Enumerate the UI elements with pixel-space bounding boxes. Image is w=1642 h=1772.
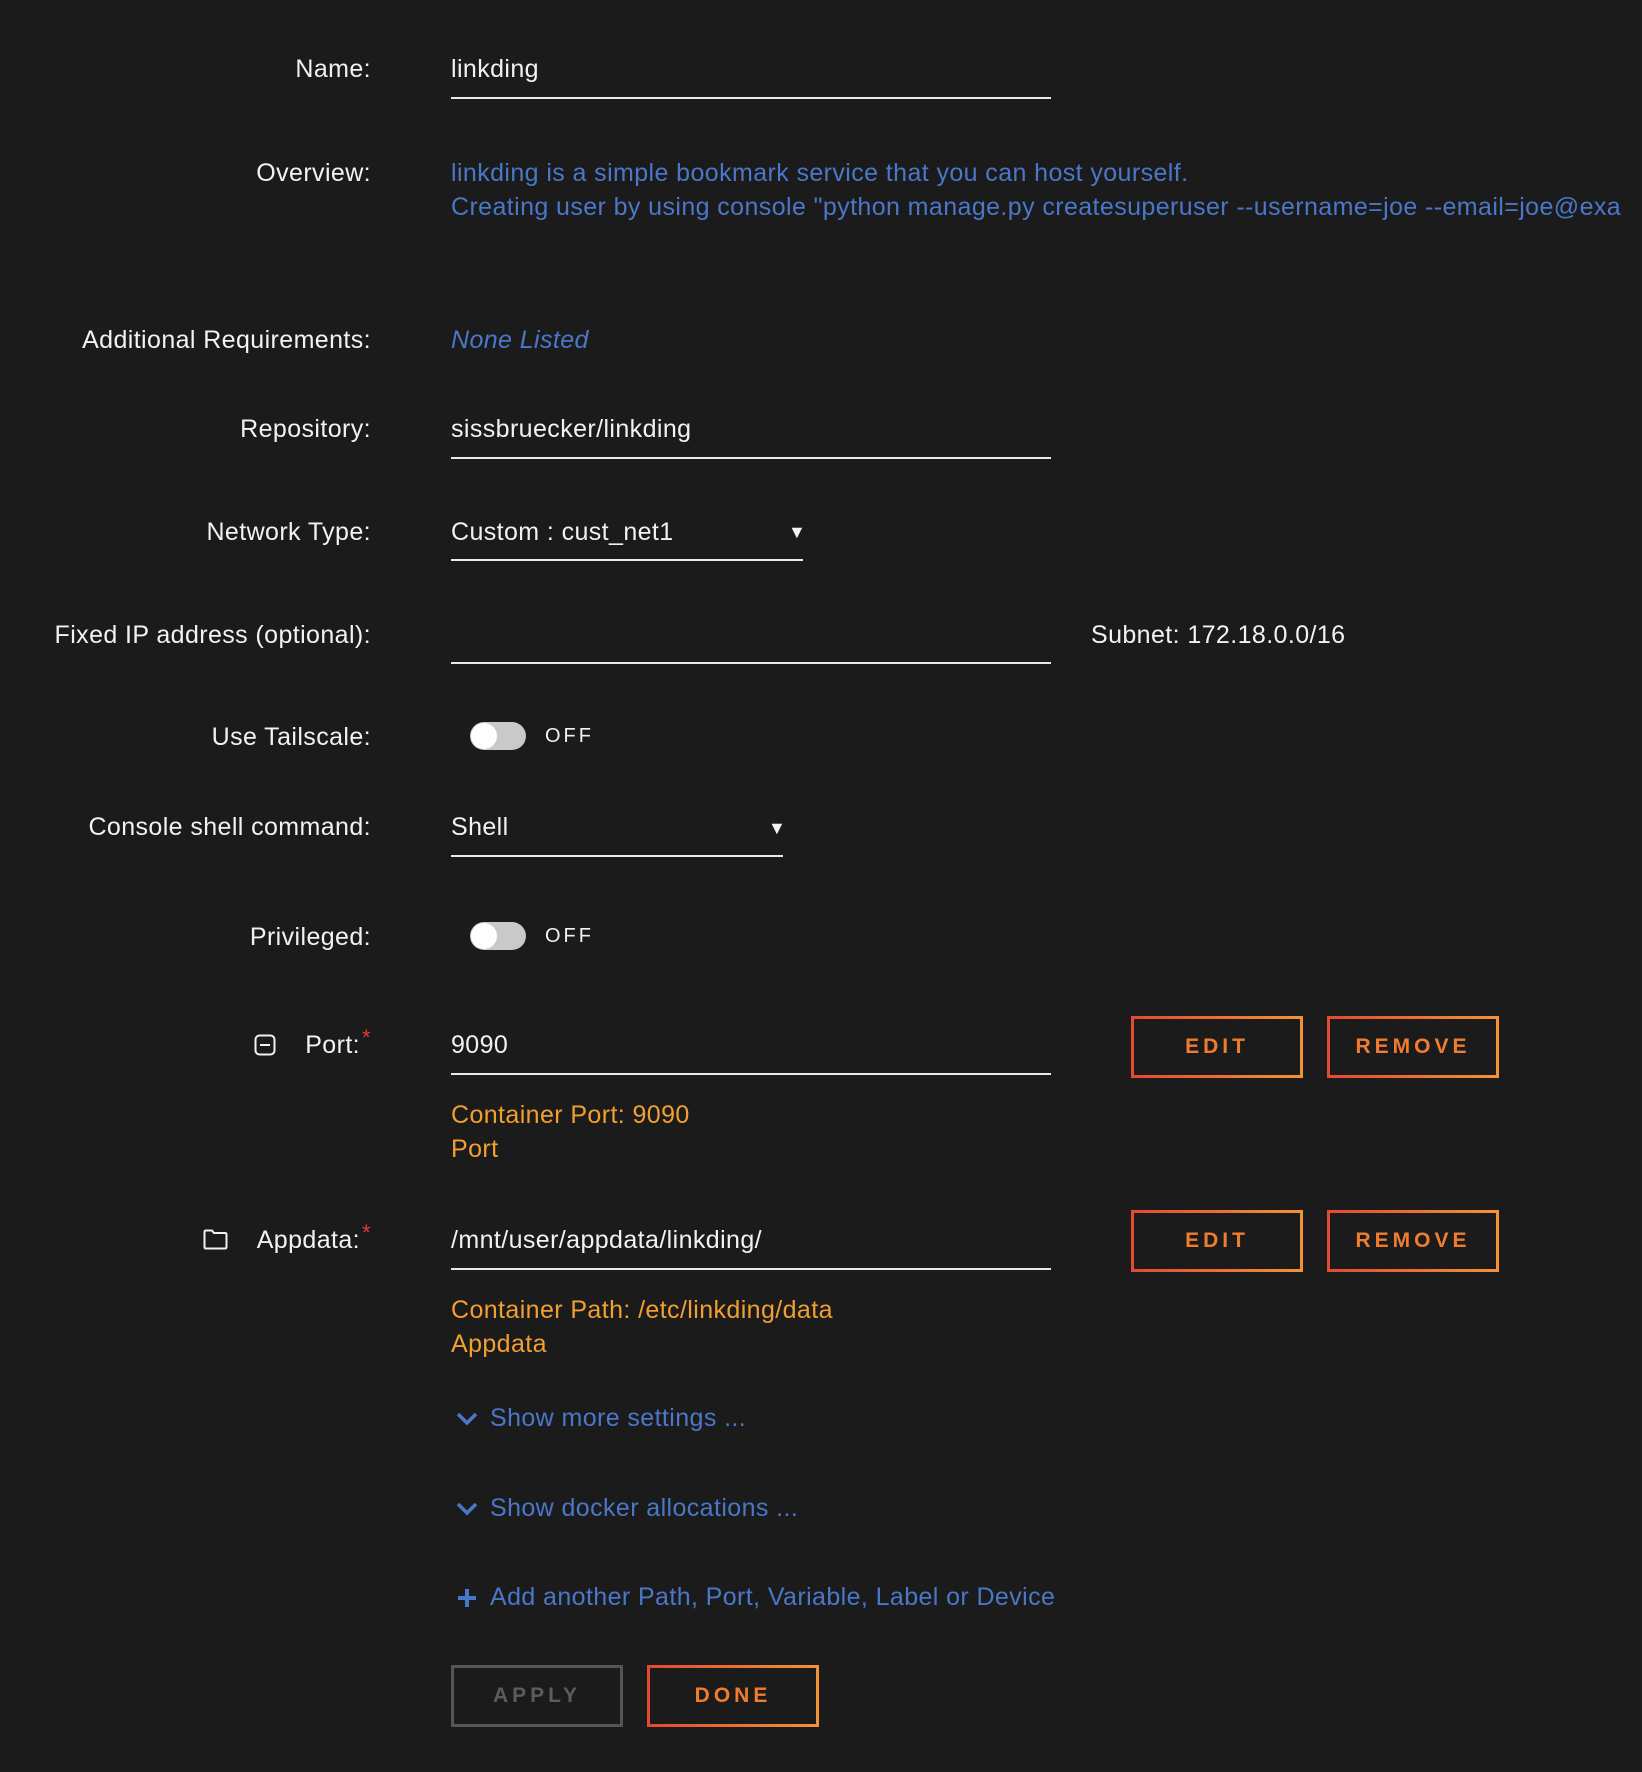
caret-down-icon[interactable]: ▼	[788, 522, 807, 542]
toggle-knob	[471, 723, 497, 749]
name-input-underline	[451, 97, 1051, 99]
show-docker-allocations-link[interactable]: Show docker allocations ...	[490, 1494, 799, 1522]
network-type-underline	[451, 559, 803, 561]
chevron-down-icon[interactable]	[455, 1411, 479, 1427]
chevron-down-icon[interactable]	[455, 1501, 479, 1517]
overview-line-2: Creating user by using console "python manage.py createsuperuser --username=joe --email=joe@exa	[451, 193, 1622, 221]
privileged-label: Privileged:	[249, 923, 371, 951]
repository-input-underline	[451, 457, 1051, 459]
tailscale-label: Use Tailscale:	[211, 723, 371, 751]
tailscale-state: OFF	[545, 725, 594, 747]
port-label: Port:	[305, 1031, 361, 1059]
port-required-mark: *	[362, 1025, 371, 1050]
port-description: Port	[451, 1135, 499, 1163]
privileged-state: OFF	[545, 925, 594, 947]
port-input[interactable]: 9090	[451, 1031, 509, 1059]
done-button[interactable]: DONE	[647, 1665, 819, 1727]
fixed-ip-label: Fixed IP address (optional):	[54, 621, 371, 649]
plus-icon[interactable]	[456, 1587, 478, 1609]
appdata-container-info: Container Path: /etc/linkding/data	[451, 1296, 833, 1324]
toggle-knob	[471, 923, 497, 949]
show-more-settings-link[interactable]: Show more settings ...	[490, 1404, 747, 1432]
overview-label: Overview:	[256, 159, 371, 187]
name-label: Name:	[295, 55, 371, 83]
appdata-remove-button[interactable]: REMOVE	[1327, 1210, 1499, 1272]
console-shell-underline	[451, 855, 783, 857]
appdata-required-mark: *	[362, 1220, 371, 1245]
privileged-toggle[interactable]	[470, 922, 526, 950]
overview-line-1: linkding is a simple bookmark service that you can host yourself.	[451, 159, 1189, 187]
port-remove-button[interactable]: REMOVE	[1327, 1016, 1499, 1078]
repository-label: Repository:	[240, 415, 371, 443]
appdata-input[interactable]: /mnt/user/appdata/linkding/	[451, 1226, 762, 1254]
tailscale-toggle[interactable]	[470, 722, 526, 750]
port-label-group	[305, 1025, 371, 1060]
minus-square-icon[interactable]	[254, 1034, 276, 1056]
port-container-info: Container Port: 9090	[451, 1101, 690, 1129]
appdata-edit-button[interactable]: EDIT	[1131, 1210, 1303, 1272]
network-type-select[interactable]: Custom : cust_net1	[451, 518, 674, 546]
network-type-label: Network Type:	[206, 518, 371, 546]
add-another-link[interactable]: Add another Path, Port, Variable, Label or Device	[490, 1583, 1056, 1611]
additional-requirements-value: None Listed	[451, 326, 589, 354]
appdata-input-underline	[451, 1268, 1051, 1270]
repository-input[interactable]: sissbruecker/linkding	[451, 415, 692, 443]
port-edit-button[interactable]: EDIT	[1131, 1016, 1303, 1078]
fixed-ip-input[interactable]	[451, 621, 1051, 651]
fixed-ip-underline	[451, 662, 1051, 664]
console-shell-label: Console shell command:	[88, 813, 371, 841]
appdata-description: Appdata	[451, 1330, 547, 1358]
appdata-label-group	[256, 1220, 371, 1255]
apply-button[interactable]: APPLY	[451, 1665, 623, 1727]
console-shell-select[interactable]: Shell	[451, 813, 509, 841]
name-input[interactable]: linkding	[451, 55, 539, 83]
appdata-label: Appdata:	[256, 1226, 361, 1254]
subnet-info: Subnet: 172.18.0.0/16	[1091, 621, 1346, 649]
additional-requirements-label: Additional Requirements:	[82, 326, 371, 354]
caret-down-icon[interactable]: ▼	[768, 818, 787, 838]
folder-icon	[203, 1229, 228, 1250]
port-input-underline	[451, 1073, 1051, 1075]
